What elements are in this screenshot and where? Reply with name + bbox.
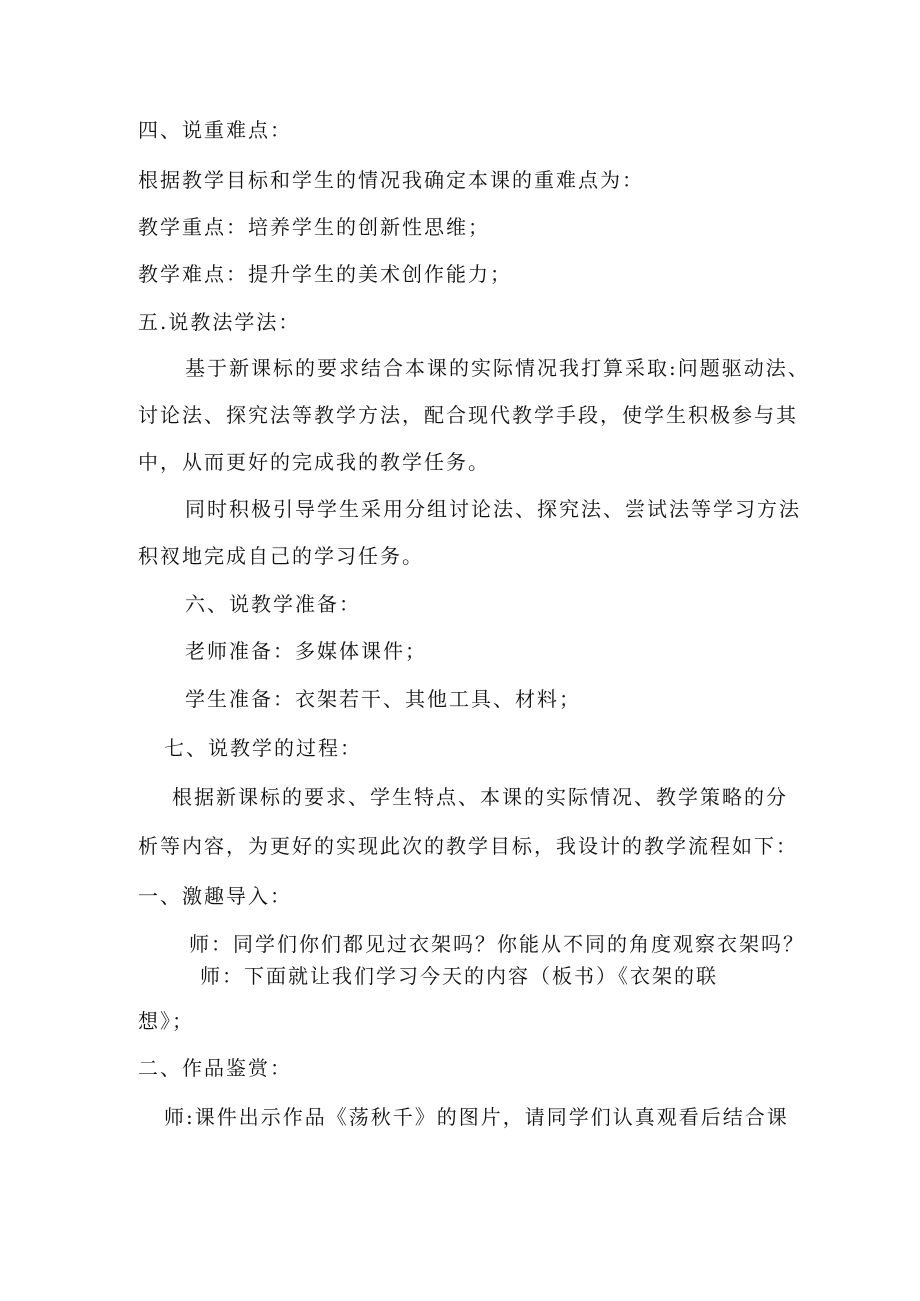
paragraph-line: 师：同学们你们都见过衣架吗？你能从不同的角度观察衣架吗？ xyxy=(189,932,805,956)
paragraph-line: 师:课件出示作品《荡秋千》的图片，请同学们认真观看后结合课 xyxy=(164,1105,789,1129)
section-heading-1: 一、激趣导入： xyxy=(138,884,292,908)
paragraph-line: 想》； xyxy=(138,1009,194,1033)
paragraph-line: 学生准备：衣架若干、其他工具、材料； xyxy=(185,687,581,711)
section-heading-6: 六、说教学准备： xyxy=(185,592,361,616)
paragraph-line: 积衩地完成自己的学习任务。 xyxy=(138,544,424,568)
paragraph-line: 根据教学目标和学生的情况我确定本课的重难点为： xyxy=(138,168,644,192)
section-heading-7: 七、说教学的过程： xyxy=(164,736,362,760)
paragraph-line: 析等内容，为更好的实现此次的教学目标，我设计的教学流程如下： xyxy=(138,834,798,858)
paragraph-line: 讨论法、探究法等教学方法，配合现代教学手段，使学生积极参与其 xyxy=(138,403,798,427)
section-heading-4: 四、说重难点： xyxy=(138,118,292,142)
paragraph-line: 中，从而更好的完成我的教学任务。 xyxy=(138,450,490,474)
paragraph-line: 根据新课标的要求、学生特点、本课的实际情况、教学策略的分 xyxy=(172,785,788,809)
paragraph-line: 教学重点：培养学生的创新性思维； xyxy=(138,215,490,239)
paragraph-line: 基于新课标的要求结合本课的实际情况我打算采取:问题驱动法、 xyxy=(185,356,810,380)
paragraph-line: 老师准备：多媒体课件； xyxy=(185,639,427,663)
section-heading-2: 二、作品鉴赏： xyxy=(138,1056,292,1080)
section-heading-5: 五.说教法学法： xyxy=(138,310,301,334)
paragraph-line: 师：下面就让我们学习今天的内容（板书）《衣架的联 xyxy=(200,964,718,988)
paragraph-line: 教学难点：提升学生的美术创作能力； xyxy=(138,262,512,286)
paragraph-line: 同时积极引导学生采用分组讨论法、探究法、尝试法等学习方法 xyxy=(185,497,801,521)
